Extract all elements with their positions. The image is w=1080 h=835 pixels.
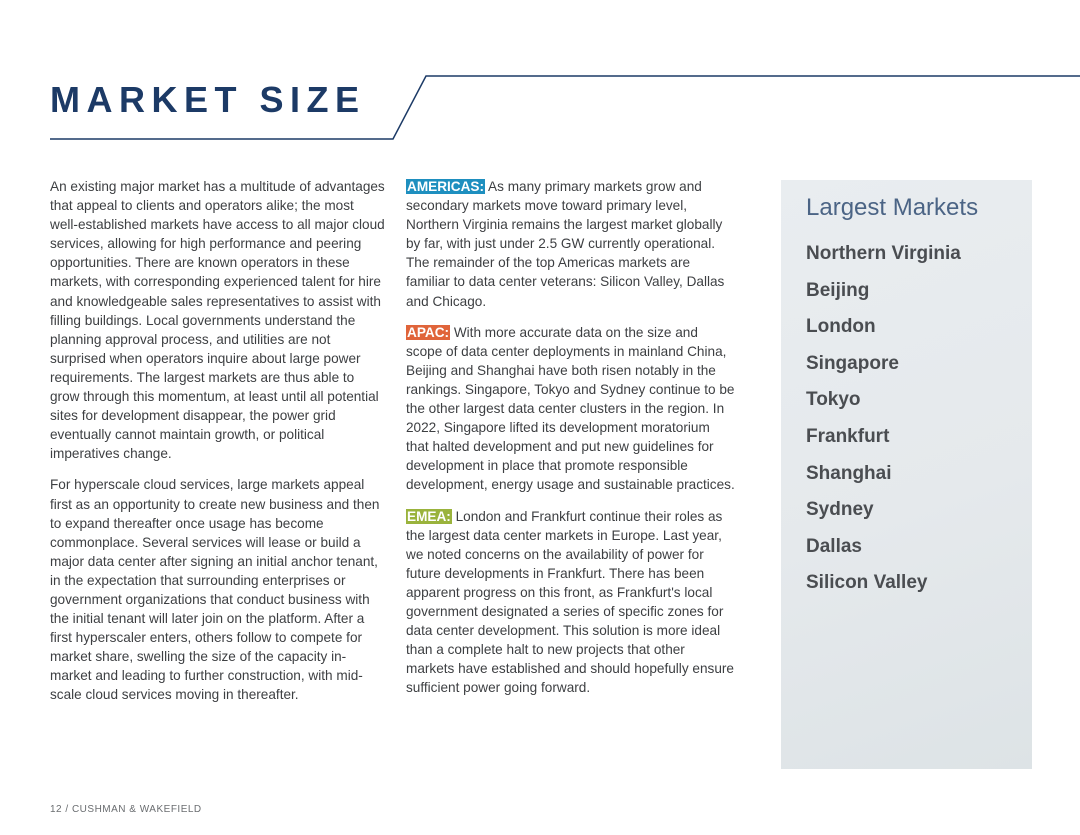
apac-label: APAC: [407,324,450,340]
market-item: Northern Virginia [806,243,961,264]
emea-paragraph [406,507,736,698]
market-item: Tokyo [806,389,861,411]
intro-paragraph-1: An existing major market has a multitude of advantages that appeal to clients and operators alike; the most well-established markets have access to all major cloud services, allowing for high performance and peering opportunities. There are known operators in these markets, with corresponding experienced talent for hire and knowledgeable sales representatives to assist with filling buildings. Local governments understand the planning approval process, and utilities are not surprised when operators inquire about large power requirements. The largest markets are thus able to grow through this momentum, at least until all potential sites for development disappear, the power grid eventually cannot maintain growth, or political imperatives change. [50,179,385,462]
emea-label: EMEA: [407,508,451,524]
emea-text: London and Frankfurt continue their roles as the largest data center markets in Europe. Last year, we noted concerns on the availability of power for future developments in Frankfurt. There has been apparent progress on this front, as Frankfurt's local government designated a series of specific zones for data center development. This solution is more ideal than a complete halt to new projects that other markets have established and should hopefully ensure sufficient power going forward. [406,508,734,696]
market-item: Frankfurt [806,425,890,447]
market-item: Singapore [806,352,899,374]
market-item: Beijing [806,279,870,301]
market-item: Shanghai [806,462,892,484]
americas-text: As many primary markets grow and secondary markets move toward primary level, Northern Virginia remains the largest market globally by far, with just under 2.5 GW currently operational. The remainder of the top Americas markets are familiar to data center veterans: Silicon Valley, Dallas and Chicago. [406,179,725,309]
apac-text: With more accurate data on the size and scope of data center deployments in mainland China, Beijing and Shanghai have both risen notably in the rankings. Singapore, Tokyo and Sydney continue to be the other largest data center clusters in the region. In 2022, Singapore lifted its development moratorium that halted development and put new guidelines for development in place that promote responsible development, energy usage and sustainable practices. [406,324,735,493]
largest-markets-panel [781,180,1032,769]
market-item: London [806,316,876,338]
market-item: Silicon Valley [806,572,928,594]
title-underline-rule [0,0,1080,150]
intro-column [50,177,385,717]
market-item: Dallas [806,535,862,557]
page-title: MARKET SIZE [50,79,366,120]
apac-paragraph [406,323,736,495]
regions-column [406,177,736,709]
largest-markets-title: Largest Markets [806,194,979,221]
intro-paragraph-2: For hyperscale cloud services, large markets appeal first as an opportunity to create new business and then to expand thereafter once usage has become commonplace. Several services will lease or build a major data center after signing an initial anchor tenant, in the expectation that surrounding enterprises or government organizations that conduct business with the initial tenant will later join on the platform. After a first hyperscaler enters, others follow to compete for market share, swelling the size of the capacity in-market and leading to further construction, with mid-scale cloud services moving in thereafter. [50,477,380,703]
page-footer: 12 / CUSHMAN & WAKEFIELD [50,804,202,815]
americas-paragraph [406,177,736,311]
americas-label: AMERICAS: [407,179,485,194]
market-item: Sydney [806,499,874,521]
largest-markets-list [806,242,961,608]
